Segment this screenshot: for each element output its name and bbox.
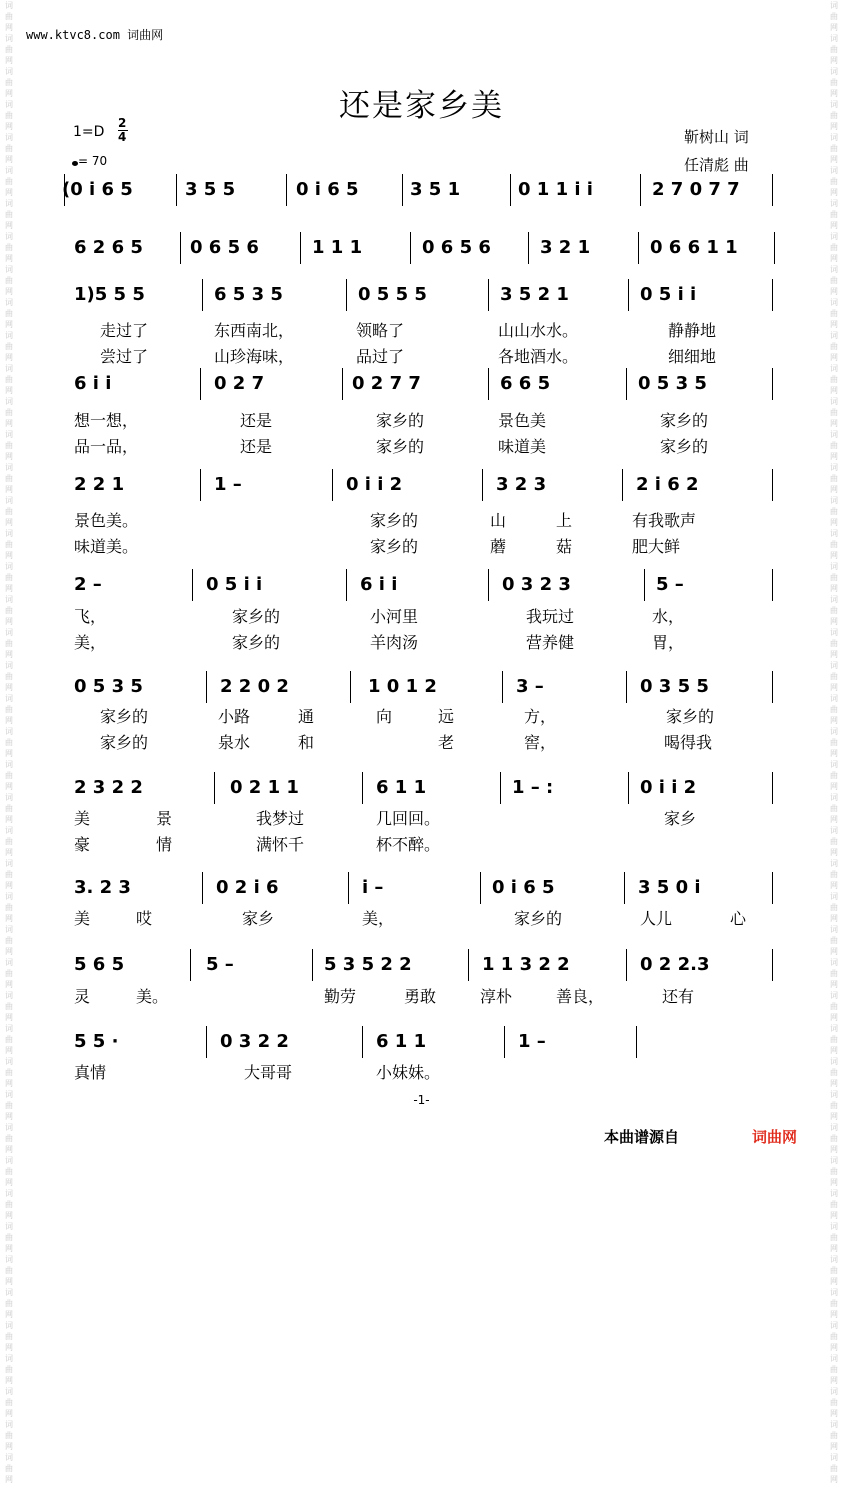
lyric-text: 东西南北， xyxy=(214,321,295,340)
measure-notes: 1 – xyxy=(518,1031,546,1052)
bar-line xyxy=(628,279,629,311)
bar-line xyxy=(772,569,773,601)
watermark-right: 词曲网 词曲网 词曲网 词曲网 词曲网 词曲网 词曲网 词曲网 词曲网 词曲网 词曲网 词曲网 词曲网 词曲网 词曲网 词曲网 词曲网 词曲网 词曲网 词曲网 词曲网 词曲网 词曲网 词曲网 词曲网 词曲网 词曲网 词曲网 词曲网 词曲网 词曲网 词曲网 词曲网 词曲网 词曲网 词曲网 词曲网 词曲网 词曲网 词曲网 词曲网 词曲网 词曲网 词曲网 词曲网 xyxy=(830,1,838,1484)
bar-line xyxy=(504,1026,505,1058)
measure-notes: 0 2 7 7 xyxy=(352,373,421,394)
bar-line xyxy=(510,174,511,206)
lyric-text: 家乡的 xyxy=(100,733,149,752)
bar-line xyxy=(638,232,639,264)
lyric-text: 上 xyxy=(556,511,573,530)
measure-notes: 3. 2 3 xyxy=(74,877,131,898)
measure-notes: 3 5 5 xyxy=(185,179,236,200)
measure-notes: 0 3 2 3 xyxy=(502,574,571,595)
measure-notes: 2 – xyxy=(74,574,102,595)
measure-notes: 0 6 6 1 1 xyxy=(650,237,738,258)
measure-notes: 3 2 1 xyxy=(540,237,591,258)
lyric-text: 杯不醉。 xyxy=(376,835,441,854)
page-number: -1- xyxy=(413,1093,430,1107)
bar-line xyxy=(300,232,301,264)
lyric-text: 味道美 xyxy=(498,437,547,456)
lyric-text: 和 xyxy=(298,733,315,752)
lyric-text: 走过了 xyxy=(100,321,149,340)
measure-notes: 6 6 5 xyxy=(500,373,551,394)
measure-notes: 0 5 i i xyxy=(640,284,697,305)
bar-line xyxy=(626,671,627,703)
lyric-text: 想一想， xyxy=(74,411,139,430)
measure-notes: 0 5 i i xyxy=(206,574,263,595)
measure-notes: 2 2 1 xyxy=(74,474,125,495)
bar-line xyxy=(772,469,773,501)
lyric-text: 景色美 xyxy=(498,411,547,430)
lyric-text: 小路 xyxy=(218,707,251,726)
lyric-text: 家乡的 xyxy=(514,909,563,928)
lyric-text: 家乡 xyxy=(664,809,697,828)
composer: 任清彪 曲 xyxy=(684,156,749,174)
measure-notes: 0 5 3 5 xyxy=(74,676,143,697)
measure-notes: 1 1 1 xyxy=(312,237,363,258)
measure-notes: 6 i i xyxy=(360,574,398,595)
lyric-text: 飞， xyxy=(74,607,107,626)
lyric-text: 山山水水。 xyxy=(498,321,579,340)
lyric-text: 羊肉汤 xyxy=(370,633,419,652)
measure-notes: 0 2 7 xyxy=(214,373,265,394)
time-numerator: 2 xyxy=(118,116,127,130)
bar-line xyxy=(528,232,529,264)
lyric-text: 远 xyxy=(438,707,455,726)
bar-line xyxy=(624,872,625,904)
measure-notes: 3 5 2 1 xyxy=(500,284,569,305)
measure-notes: 0 3 2 2 xyxy=(220,1031,289,1052)
bar-line xyxy=(348,872,349,904)
lyric-text: 肥大鲜 xyxy=(632,537,681,556)
lyric-text: 各地酒水。 xyxy=(498,347,579,366)
lyric-text: 还是 xyxy=(240,411,273,430)
lyric-text: 家乡的 xyxy=(100,707,149,726)
time-denominator: 4 xyxy=(118,130,127,144)
bar-line xyxy=(468,949,469,981)
bar-line xyxy=(626,949,627,981)
measure-notes: 0 1 1 i i xyxy=(518,179,593,200)
lyric-text: 灵 xyxy=(74,987,91,1006)
lyric-text: 家乡的 xyxy=(376,411,425,430)
measure-notes: 5 – xyxy=(656,574,684,595)
measure-notes: 1 0 1 2 xyxy=(368,676,437,697)
lyric-text: 家乡的 xyxy=(666,707,715,726)
lyric-text: 善良， xyxy=(556,987,605,1006)
measure-notes: 6 i i xyxy=(74,373,112,394)
bar-line xyxy=(190,949,191,981)
bar-line xyxy=(332,469,333,501)
measure-notes: 0 3 5 5 xyxy=(640,676,709,697)
lyric-text: 小妹妹。 xyxy=(376,1063,441,1082)
lyric-text: 真情 xyxy=(74,1063,107,1082)
bar-line xyxy=(346,569,347,601)
lyric-text: 家乡 xyxy=(242,909,275,928)
lyric-text: 蘑 xyxy=(490,537,507,556)
lyric-text: 静静地 xyxy=(668,321,717,340)
lyric-text: 泉水 xyxy=(218,733,251,752)
lyric-text: 景色美。 xyxy=(74,511,139,530)
bar-line xyxy=(176,174,177,206)
measure-notes: 0 i i 2 xyxy=(640,777,697,798)
bar-line xyxy=(362,772,363,804)
bar-line xyxy=(286,174,287,206)
bar-line xyxy=(350,671,351,703)
measure-notes: 0 2 i 6 xyxy=(216,877,279,898)
lyric-text: 家乡的 xyxy=(660,411,709,430)
lyric-text: 向 xyxy=(376,707,393,726)
bar-line xyxy=(772,872,773,904)
lyricist: 靳树山 词 xyxy=(684,128,749,146)
bar-line xyxy=(772,174,773,206)
lyric-text: 情 xyxy=(156,835,173,854)
bar-line xyxy=(410,232,411,264)
lyric-text: 尝过了 xyxy=(100,347,149,366)
bar-line xyxy=(640,174,641,206)
measure-notes: 5 5 · xyxy=(74,1031,119,1052)
lyric-text: 家乡的 xyxy=(370,511,419,530)
lyric-text: 几回回。 xyxy=(376,809,441,828)
bar-line xyxy=(200,368,201,400)
lyric-text: 美， xyxy=(74,633,107,652)
measure-notes: 0 6 5 6 xyxy=(190,237,259,258)
bar-line xyxy=(772,671,773,703)
bar-line xyxy=(192,569,193,601)
bar-line xyxy=(200,469,201,501)
lyric-text: 有我歌声 xyxy=(632,511,697,530)
lyric-text: 美。 xyxy=(136,987,169,1006)
measure-notes: 1 1 3 2 2 xyxy=(482,954,570,975)
measure-notes: 2 7 0 7 7 xyxy=(652,179,740,200)
lyric-text: 细细地 xyxy=(668,347,717,366)
lyric-text: 水， xyxy=(652,607,685,626)
bar-line xyxy=(500,772,501,804)
bar-line xyxy=(502,671,503,703)
measure-notes: 6 1 1 xyxy=(376,777,427,798)
bar-line xyxy=(636,1026,637,1058)
bar-line xyxy=(488,569,489,601)
measure-notes: 0 i 6 5 xyxy=(492,877,555,898)
bar-line xyxy=(772,772,773,804)
tempo-value: = 70 xyxy=(78,154,108,168)
site-url[interactable]: www.ktvc8.com 词曲网 xyxy=(26,28,164,42)
lyric-text: 菇 xyxy=(556,537,573,556)
measure-notes: 2 2 0 2 xyxy=(220,676,289,697)
measure-notes: 3 5 1 xyxy=(410,179,461,200)
lyric-text: 喝得我 xyxy=(664,733,713,752)
lyric-text: 领略了 xyxy=(356,321,405,340)
measure-notes: 5 3 5 2 2 xyxy=(324,954,412,975)
lyric-text: 满怀千 xyxy=(256,835,305,854)
lyric-text: 人儿 xyxy=(640,909,673,928)
lyric-text: 家乡的 xyxy=(232,633,281,652)
measure-notes: 0 i 6 5 xyxy=(296,179,359,200)
lyric-text: 小河里 xyxy=(370,607,419,626)
bar-line xyxy=(628,772,629,804)
measure-notes: 3 5 0 i xyxy=(638,877,701,898)
lyric-text: 品过了 xyxy=(356,347,405,366)
lyric-text: 家乡的 xyxy=(370,537,419,556)
measure-notes: 1 – : xyxy=(512,777,554,798)
bar-line xyxy=(626,368,627,400)
measure-notes: 1)5 5 5 xyxy=(74,284,145,305)
measure-notes: 0 i i 2 xyxy=(346,474,403,495)
bar-line xyxy=(362,1026,363,1058)
lyric-text: 心 xyxy=(730,909,747,928)
lyric-text: 还有 xyxy=(662,987,695,1006)
lyric-text: 味道美。 xyxy=(74,537,139,556)
bar-line xyxy=(202,279,203,311)
measure-notes: 0 5 3 5 xyxy=(638,373,707,394)
bar-line xyxy=(64,174,65,206)
measure-notes: 0 6 5 6 xyxy=(422,237,491,258)
bar-line xyxy=(644,569,645,601)
measure-notes: 0 2 1 1 xyxy=(230,777,299,798)
measure-notes: 6 5 3 5 xyxy=(214,284,283,305)
bar-line xyxy=(342,368,343,400)
lyric-text: 山 xyxy=(490,511,507,530)
lyric-text: 美 xyxy=(74,909,91,928)
measure-notes: 0 2 2.3 xyxy=(640,954,710,975)
bar-line xyxy=(206,671,207,703)
bar-line xyxy=(772,279,773,311)
lyric-text: 营养健 xyxy=(526,633,575,652)
source-label: 本曲谱源自 xyxy=(604,1128,680,1146)
lyric-text: 家乡的 xyxy=(660,437,709,456)
measure-notes: 5 6 5 xyxy=(74,954,125,975)
lyric-text: 淳朴 xyxy=(480,987,513,1006)
lyric-text: 景 xyxy=(156,809,173,828)
bar-line xyxy=(488,279,489,311)
lyric-text: 哎 xyxy=(136,909,153,928)
lyric-text: 老 xyxy=(438,733,455,752)
bar-line xyxy=(312,949,313,981)
lyric-text: 勇敢 xyxy=(404,987,437,1006)
key-signature: 1=D xyxy=(73,124,105,140)
measure-notes: 2 3 2 2 xyxy=(74,777,143,798)
lyric-text: 山珍海味， xyxy=(214,347,295,366)
lyric-text: 美， xyxy=(362,909,395,928)
bar-line xyxy=(774,232,775,264)
measure-notes: 0 5 5 5 xyxy=(358,284,427,305)
brand-link[interactable]: 词曲网 xyxy=(752,1128,798,1146)
bar-line xyxy=(772,368,773,400)
lyric-text: 家乡的 xyxy=(232,607,281,626)
lyric-text: 还是 xyxy=(240,437,273,456)
bar-line xyxy=(206,1026,207,1058)
lyric-text: 窖， xyxy=(524,733,557,752)
song-title: 还是家乡美 xyxy=(339,88,504,124)
measure-notes: 2 i 6 2 xyxy=(636,474,699,495)
bar-line xyxy=(482,469,483,501)
measure-notes: i – xyxy=(362,877,384,898)
bar-line xyxy=(488,368,489,400)
bar-line xyxy=(346,279,347,311)
lyric-text: 方， xyxy=(524,707,557,726)
lyric-text: 勤劳 xyxy=(324,987,357,1006)
lyric-text: 大哥哥 xyxy=(244,1063,293,1082)
bar-line xyxy=(480,872,481,904)
bar-line xyxy=(402,174,403,206)
bar-line xyxy=(772,949,773,981)
bar-line xyxy=(180,232,181,264)
bar-line xyxy=(214,772,215,804)
lyric-text: 胃， xyxy=(652,633,685,652)
measure-notes: (0 i 6 5 xyxy=(62,179,133,200)
measure-notes: 1 – xyxy=(214,474,242,495)
lyric-text: 通 xyxy=(298,707,315,726)
bar-line xyxy=(202,872,203,904)
lyric-text: 美 xyxy=(74,809,91,828)
measure-notes: 5 – xyxy=(206,954,234,975)
measure-notes: 6 2 6 5 xyxy=(74,237,143,258)
lyric-text: 我梦过 xyxy=(256,809,305,828)
measure-notes: 6 1 1 xyxy=(376,1031,427,1052)
lyric-text: 家乡的 xyxy=(376,437,425,456)
lyric-text: 品一品， xyxy=(74,437,139,456)
bar-line xyxy=(622,469,623,501)
measure-notes: 3 2 3 xyxy=(496,474,547,495)
lyric-text: 我玩过 xyxy=(526,607,575,626)
measure-notes: 3 – xyxy=(516,676,544,697)
lyric-text: 豪 xyxy=(74,835,91,854)
watermark-left: 词曲网 词曲网 词曲网 词曲网 词曲网 词曲网 词曲网 词曲网 词曲网 词曲网 词曲网 词曲网 词曲网 词曲网 词曲网 词曲网 词曲网 词曲网 词曲网 词曲网 词曲网 词曲网 词曲网 词曲网 词曲网 词曲网 词曲网 词曲网 词曲网 词曲网 词曲网 词曲网 词曲网 词曲网 词曲网 词曲网 词曲网 词曲网 词曲网 词曲网 词曲网 词曲网 词曲网 词曲网 词曲网 xyxy=(5,1,13,1484)
